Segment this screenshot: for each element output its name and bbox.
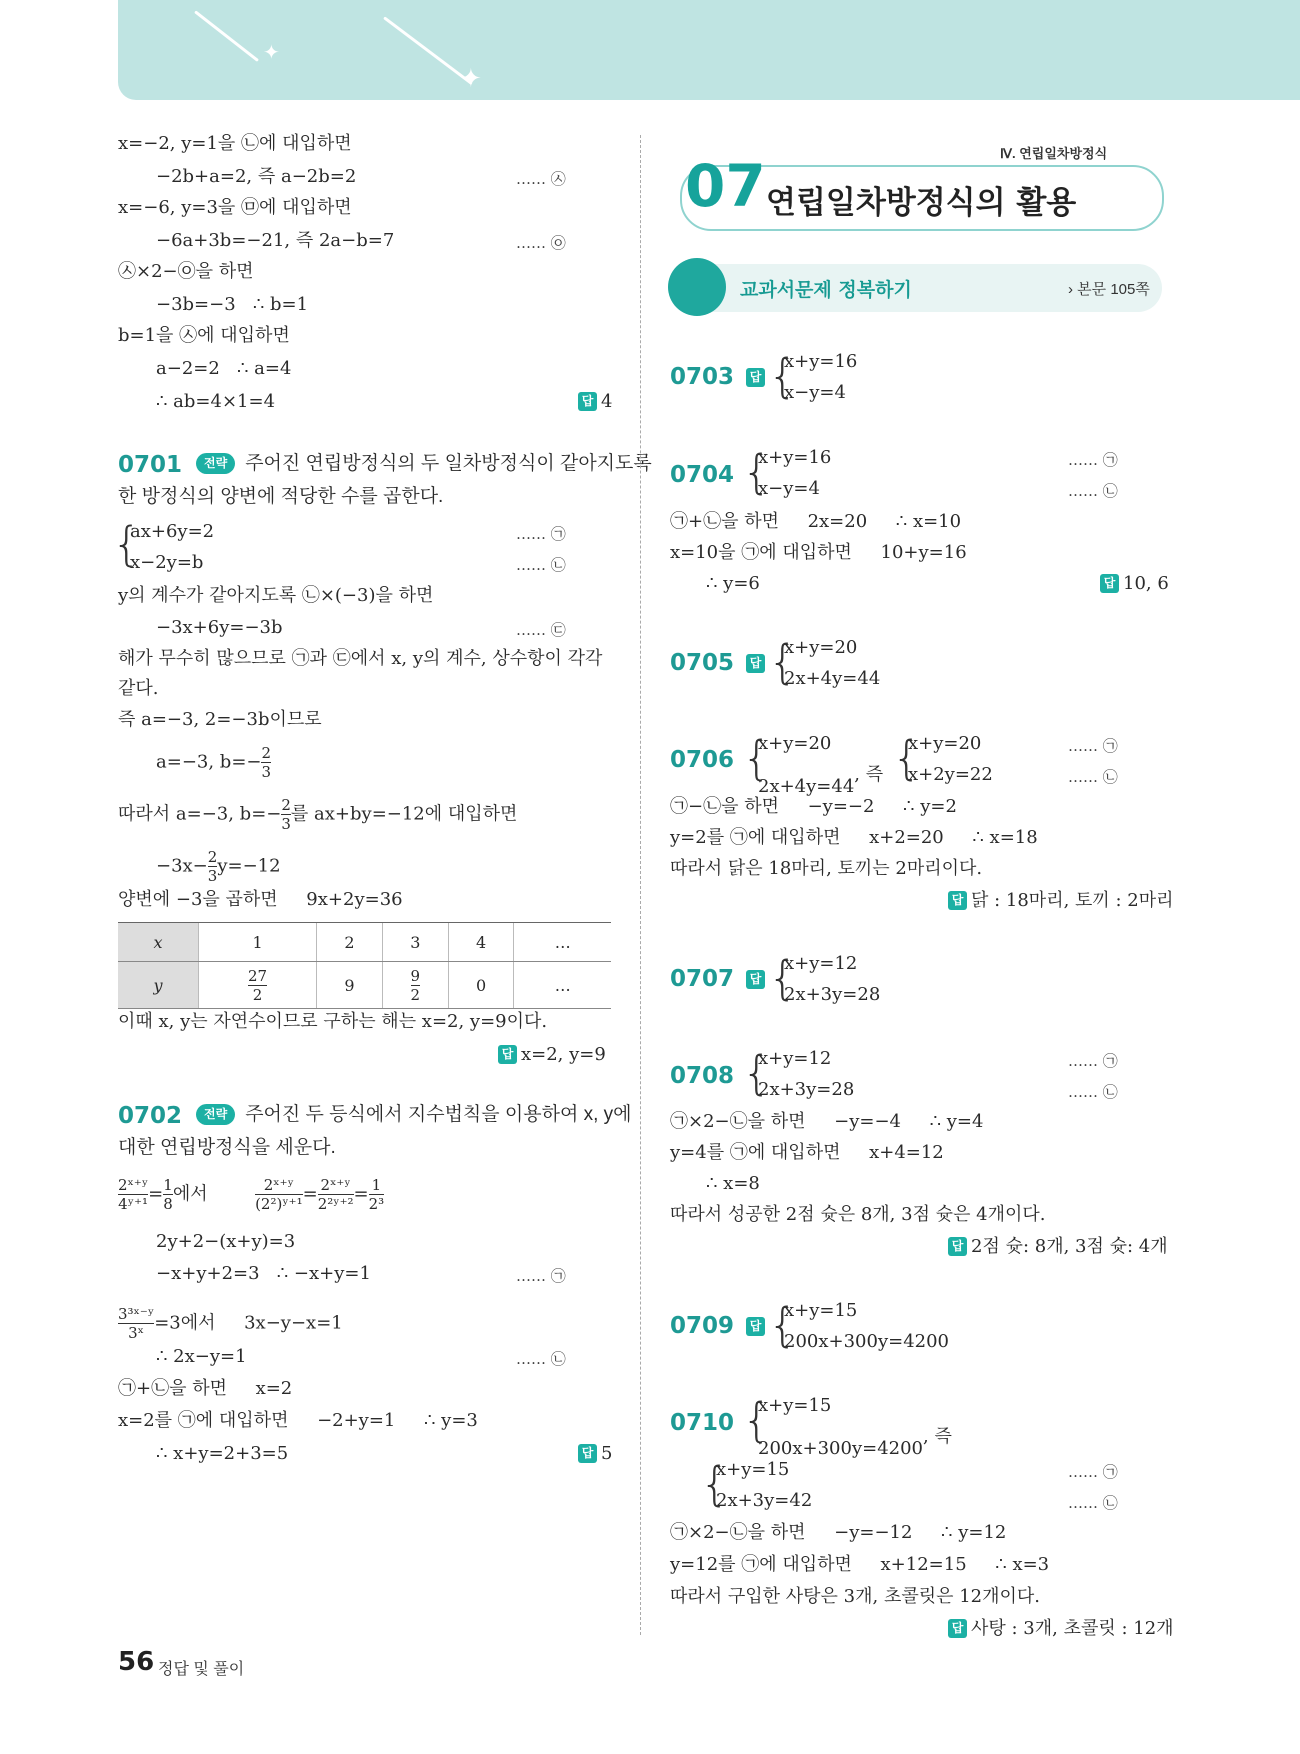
brace-icon: { bbox=[742, 445, 772, 499]
problem-number: 0709 bbox=[670, 1313, 735, 1339]
equation: x−y=4 bbox=[758, 478, 820, 499]
problem-number: 0708 bbox=[670, 1063, 735, 1089]
numerator: 2 bbox=[207, 848, 218, 866]
numerator: 27 bbox=[248, 966, 268, 985]
section-title: 교과서문제 정복하기 bbox=[740, 279, 912, 301]
page-number: 56 bbox=[118, 1647, 155, 1677]
fraction bbox=[281, 796, 291, 833]
table-row bbox=[118, 962, 611, 1009]
text-line: 이때 x, y는 자연수이므로 구하는 해는 x=2, y=9이다. bbox=[118, 1011, 548, 1032]
text-line: x=2를 ㉠에 대입하면 −2+y=1 ∴ y=3 bbox=[118, 1410, 478, 1431]
equation: 2x+3y=42 bbox=[716, 1490, 813, 1511]
text-segment: =3에서 3x−y−x=1 bbox=[154, 1312, 343, 1334]
text-line: y의 계수가 같아지도록 ㉡×(−3)을 하면 bbox=[118, 585, 434, 606]
strategy-badge: 전략 bbox=[196, 453, 235, 474]
answer-badge-wrap bbox=[746, 1315, 769, 1339]
text-line: ∴ 2x−y=1 bbox=[156, 1346, 247, 1367]
answer-value: x=2, y=9 bbox=[521, 1044, 606, 1065]
sparkle-icon: ✦ bbox=[460, 64, 482, 94]
equals-sign: = bbox=[302, 1183, 318, 1205]
equation: 200x+300y=4200 bbox=[784, 1331, 950, 1352]
text-line: 해가 무수히 많으므로 ㉠과 ㉢에서 x, y의 계수, 상수항이 각각 bbox=[118, 648, 603, 669]
mascot-icon bbox=[668, 258, 726, 316]
equation: x+2y=22 bbox=[908, 764, 993, 785]
equals-sign: = bbox=[353, 1183, 369, 1205]
section-reference bbox=[1068, 278, 1150, 299]
numerator: 2ˣ⁺ʸ bbox=[255, 1176, 303, 1195]
equation-marker: …… ㉢ bbox=[516, 621, 566, 639]
text-line: ㉠+㉡을 하면 2x=20 ∴ x=10 bbox=[670, 511, 962, 532]
text-line bbox=[156, 848, 281, 885]
answer bbox=[498, 1043, 606, 1067]
answer-value: 10, 6 bbox=[1123, 573, 1169, 594]
strategy-line: 주어진 두 등식에서 지수법칙을 이용하여 x, y에 bbox=[245, 1104, 632, 1125]
problem-number: 0704 bbox=[670, 462, 735, 488]
denominator: 2³ bbox=[368, 1195, 385, 1213]
numerator: 2 bbox=[281, 796, 291, 814]
problem-number: 0705 bbox=[670, 650, 735, 676]
brace-icon: { bbox=[742, 1393, 772, 1447]
text-line: x=10을 ㉠에 대입하면 10+y=16 bbox=[670, 542, 967, 563]
equation: x+y=20 bbox=[784, 637, 858, 658]
answer bbox=[948, 1235, 1168, 1259]
text-line: x=−2, y=1을 ㉡에 대입하면 bbox=[118, 133, 352, 154]
equation-text: 200x+300y=4200 bbox=[758, 1438, 924, 1459]
equation-marker: …… ㉠ bbox=[1068, 737, 1118, 755]
text-line: 2y+2−(x+y)=3 bbox=[156, 1231, 296, 1252]
equation-marker: …… ㉡ bbox=[516, 556, 566, 574]
equation-text: 2x+4y=44 bbox=[758, 776, 855, 797]
text-segment: y=−12 bbox=[217, 855, 281, 877]
equals-sign: = bbox=[148, 1183, 164, 1205]
text-line bbox=[118, 1176, 384, 1213]
denominator: 3 bbox=[207, 867, 218, 885]
equation: x+y=20 bbox=[758, 733, 832, 754]
equation: 2x+3y=28 bbox=[784, 984, 881, 1005]
text-line: −3b=−3 ∴ b=1 bbox=[156, 294, 309, 315]
equation bbox=[758, 763, 883, 799]
problem-number: 0701 bbox=[118, 452, 183, 478]
text-line: 즉 a=−3, 2=−3b이므로 bbox=[118, 709, 322, 730]
equation: x−2y=b bbox=[130, 552, 204, 573]
text-line: −6a+3b=−21, 즉 2a−b=7 bbox=[156, 230, 395, 251]
equation-marker: …… ㉡ bbox=[1068, 1494, 1118, 1512]
brace-icon: { bbox=[768, 1298, 798, 1352]
numerator: 3³ˣ⁻ʸ bbox=[118, 1305, 155, 1323]
equation bbox=[758, 1425, 952, 1461]
chevron-right-icon: › bbox=[1068, 281, 1073, 298]
denominator: 3ˣ bbox=[128, 1324, 145, 1342]
equation: x+y=16 bbox=[784, 351, 858, 372]
text-line: ㉠×2−㉡을 하면 −y=−4 ∴ y=4 bbox=[670, 1111, 984, 1132]
text-line: 따라서 성공한 2점 슛은 8개, 3점 슛은 4개이다. bbox=[670, 1204, 1046, 1225]
brace-icon: { bbox=[768, 349, 798, 403]
table-cell: … bbox=[514, 962, 611, 1009]
text-line: y=12를 ㉠에 대입하면 x+12=15 ∴ x=3 bbox=[670, 1554, 1050, 1575]
text-segment: −3x− bbox=[156, 855, 208, 877]
equation-marker: …… ㉡ bbox=[1068, 1083, 1118, 1101]
answer bbox=[578, 390, 612, 414]
equation: x+y=15 bbox=[784, 1300, 858, 1321]
equation: x+y=15 bbox=[758, 1395, 832, 1416]
numerator: 1 bbox=[369, 1176, 385, 1195]
equation: x+y=16 bbox=[758, 447, 832, 468]
fraction bbox=[118, 1176, 148, 1213]
text-segment: 를 ax+by=−12에 대입하면 bbox=[290, 803, 518, 825]
brace-icon: { bbox=[742, 1046, 772, 1100]
equation: 2x+3y=28 bbox=[758, 1079, 855, 1100]
text-line: ㉠×2−㉡을 하면 −y=−12 ∴ y=12 bbox=[670, 1522, 1007, 1543]
text-line: 같다. bbox=[118, 678, 159, 699]
equation: x+y=12 bbox=[784, 953, 858, 974]
numerator: 1 bbox=[163, 1176, 173, 1194]
table-row bbox=[118, 923, 611, 962]
answer-badge: 답 bbox=[746, 654, 765, 673]
solution-table bbox=[118, 922, 611, 1009]
strategy-line: 대한 연립방정식을 세운다. bbox=[118, 1137, 336, 1158]
answer-badge: 답 bbox=[746, 970, 765, 989]
strategy-line: 한 방정식의 양변에 적당한 수를 곱한다. bbox=[118, 486, 444, 507]
equation-marker: …… ㉠ bbox=[516, 1267, 566, 1285]
text-line: −x+y+2=3 ∴ −x+y=1 bbox=[156, 1263, 371, 1284]
brace-icon: { bbox=[768, 635, 798, 689]
chapter-label: Ⅳ. 연립일차방정식 bbox=[1000, 146, 1108, 161]
fraction bbox=[261, 744, 271, 781]
denominator: (2²)ʸ⁺¹ bbox=[255, 1195, 303, 1213]
numerator: 2ˣ⁺ʸ bbox=[318, 1176, 354, 1195]
answer bbox=[948, 889, 1174, 913]
equation: x+y=12 bbox=[758, 1048, 832, 1069]
answer-value: 닭 : 18마리, 토끼 : 2마리 bbox=[971, 890, 1174, 911]
unit-title: 연립일차방정식의 활용 bbox=[766, 185, 1077, 221]
fraction bbox=[255, 1176, 303, 1213]
footer-label: 정답 및 풀이 bbox=[158, 1661, 245, 1678]
answer-badge: 답 bbox=[746, 1317, 765, 1336]
answer-badge-wrap bbox=[746, 366, 769, 390]
text-segment: 에서 bbox=[172, 1183, 208, 1205]
text-line: x=−6, y=3을 ㉤에 대입하면 bbox=[118, 197, 352, 218]
table-header-cell: x bbox=[118, 923, 199, 962]
answer-badge: 답 bbox=[948, 1237, 967, 1256]
table-cell: 9 bbox=[317, 962, 383, 1009]
answer-badge: 답 bbox=[578, 1444, 597, 1463]
equation: x+y=20 bbox=[908, 733, 982, 754]
text-line bbox=[118, 1305, 343, 1342]
fraction bbox=[318, 1176, 354, 1213]
answer-badge: 답 bbox=[1100, 574, 1119, 593]
answer bbox=[578, 1442, 612, 1466]
text-line: ㉦×2−㉧을 하면 bbox=[118, 261, 254, 282]
sparkle-icon: ✦ bbox=[263, 40, 280, 64]
equation: 2x+4y=44 bbox=[784, 668, 881, 689]
answer bbox=[948, 1617, 1174, 1641]
equation-marker: …… ㉡ bbox=[1068, 482, 1118, 500]
equation-marker: …… ㉧ bbox=[516, 234, 566, 252]
fraction bbox=[248, 967, 267, 1004]
table-cell: 4 bbox=[448, 923, 514, 962]
answer-badge: 답 bbox=[948, 891, 967, 910]
brace-icon: { bbox=[112, 517, 142, 571]
header-band bbox=[118, 0, 1300, 100]
table-cell: 2 bbox=[317, 923, 383, 962]
strategy-badge: 전략 bbox=[196, 1104, 235, 1125]
answer-badge-wrap bbox=[746, 968, 769, 992]
problem-number: 0702 bbox=[118, 1103, 183, 1129]
text-line: ∴ x=8 bbox=[706, 1173, 760, 1194]
equation-marker: …… ㉠ bbox=[1068, 1463, 1118, 1481]
fraction bbox=[369, 1176, 385, 1213]
problem-number: 0707 bbox=[670, 966, 735, 992]
answer-badge: 답 bbox=[578, 392, 597, 411]
text-line: y=4를 ㉠에 대입하면 x+4=12 bbox=[670, 1142, 944, 1163]
brace-icon: { bbox=[768, 951, 798, 1005]
text-line: a−2=2 ∴ a=4 bbox=[156, 358, 292, 379]
table-header-cell: y bbox=[118, 962, 199, 1009]
answer-badge: 답 bbox=[498, 1045, 517, 1064]
text-line bbox=[156, 744, 271, 781]
text-segment: a=−3, b=− bbox=[156, 751, 262, 773]
text-line: 양변에 −3을 곱하면 9x+2y=36 bbox=[118, 889, 403, 910]
text-segment: , 즉 bbox=[923, 1426, 952, 1447]
equation-marker: …… ㉦ bbox=[516, 170, 566, 188]
text-line bbox=[118, 796, 517, 833]
text-line: y=2를 ㉠에 대입하면 x+2=20 ∴ x=18 bbox=[670, 827, 1038, 848]
table-cell: 1 bbox=[199, 923, 317, 962]
strategy-text bbox=[196, 452, 652, 476]
answer-badge: 답 bbox=[948, 1619, 967, 1638]
equation: ax+6y=2 bbox=[130, 521, 215, 542]
strategy-text bbox=[196, 1103, 632, 1127]
answer bbox=[1100, 572, 1169, 596]
denominator: 3 bbox=[281, 815, 291, 833]
text-line: ∴ ab=4×1=4 bbox=[156, 391, 276, 412]
answer-value: 5 bbox=[601, 1443, 613, 1464]
denominator: 3 bbox=[261, 763, 272, 781]
denominator: 8 bbox=[163, 1195, 173, 1213]
numerator: 2ˣ⁺ʸ bbox=[118, 1176, 149, 1194]
text-line: ㉠−㉡을 하면 −y=−2 ∴ y=2 bbox=[670, 796, 957, 817]
fraction bbox=[411, 967, 421, 1004]
text-line: ∴ x+y=2+3=5 bbox=[156, 1443, 289, 1464]
column-divider bbox=[640, 135, 641, 1635]
text-line: 따라서 닭은 18마리, 토끼는 2마리이다. bbox=[670, 858, 983, 879]
numerator: 9 bbox=[410, 966, 421, 985]
answer-value: 4 bbox=[601, 391, 613, 412]
problem-number: 0710 bbox=[670, 1410, 735, 1436]
table-cell bbox=[199, 962, 317, 1009]
equation-marker: …… ㉠ bbox=[516, 525, 566, 543]
text-segment: 따라서 a=−3, b=− bbox=[118, 803, 282, 825]
brace-icon: { bbox=[742, 731, 772, 785]
answer-value: 사탕 : 3개, 초콜릿 : 12개 bbox=[971, 1618, 1174, 1639]
brace-icon: { bbox=[700, 1457, 730, 1511]
answer-badge: 답 bbox=[746, 368, 765, 387]
table-cell: … bbox=[514, 923, 611, 962]
text-line: ㉠+㉡을 하면 x=2 bbox=[118, 1378, 293, 1399]
denominator: 4ʸ⁺¹ bbox=[118, 1195, 148, 1213]
answer-value: 2점 슛: 8개, 3점 슛: 4개 bbox=[971, 1236, 1168, 1257]
equation: x+y=15 bbox=[716, 1459, 790, 1480]
numerator: 2 bbox=[261, 744, 272, 762]
strategy-line: 주어진 연립방정식의 두 일차방정식이 같아지도록 bbox=[245, 453, 652, 474]
answer-badge-wrap bbox=[746, 652, 769, 676]
equation: x−y=4 bbox=[784, 382, 846, 403]
problem-number: 0706 bbox=[670, 747, 735, 773]
brace-icon: { bbox=[892, 731, 922, 785]
text-line: b=1을 ㉦에 대입하면 bbox=[118, 325, 290, 346]
table-cell: 3 bbox=[382, 923, 448, 962]
text-segment: , 즉 bbox=[854, 764, 884, 785]
denominator: 2 bbox=[252, 985, 263, 1004]
equation-marker: …… ㉡ bbox=[516, 1350, 566, 1368]
denominator: 2 bbox=[410, 985, 421, 1004]
text-line: ∴ y=6 bbox=[706, 573, 760, 594]
fraction bbox=[163, 1176, 173, 1213]
equation-marker: …… ㉡ bbox=[1068, 768, 1118, 786]
table-cell: 0 bbox=[448, 962, 514, 1009]
text-line: 따라서 구입한 사탕은 3개, 초콜릿은 12개이다. bbox=[670, 1586, 1041, 1607]
problem-number: 0703 bbox=[670, 364, 735, 390]
table-cell bbox=[382, 962, 448, 1009]
equation-marker: …… ㉠ bbox=[1068, 1052, 1118, 1070]
section-reference-text: 본문 105쪽 bbox=[1077, 281, 1150, 298]
fraction bbox=[118, 1305, 154, 1342]
denominator: 2²ʸ⁺² bbox=[317, 1195, 354, 1213]
text-line: −3x+6y=−3b bbox=[156, 617, 283, 638]
unit-number: 07 bbox=[685, 152, 766, 220]
fraction bbox=[208, 848, 218, 885]
equation-marker: …… ㉠ bbox=[1068, 451, 1118, 469]
text-line: −2b+a=2, 즉 a−2b=2 bbox=[156, 166, 357, 187]
